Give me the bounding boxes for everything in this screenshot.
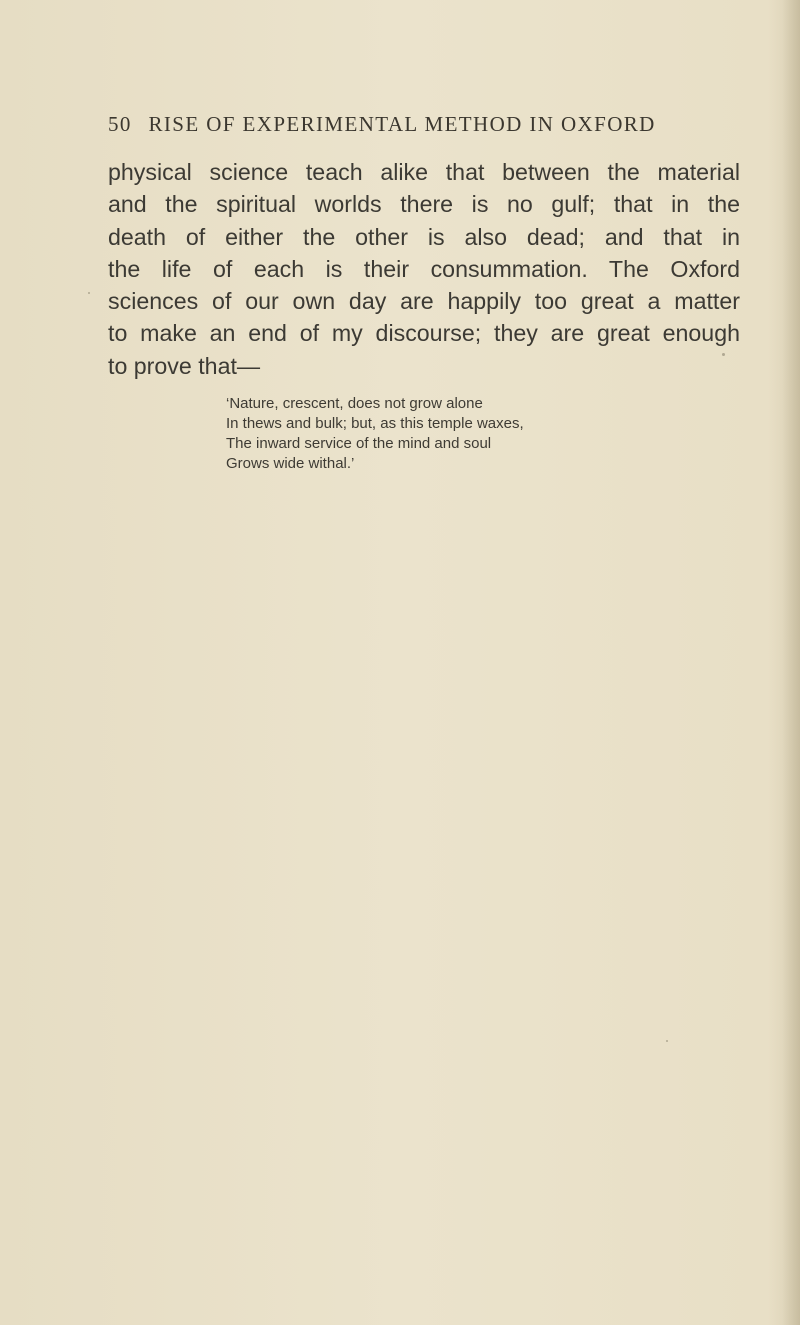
page-number: 50: [108, 112, 132, 136]
running-head: [108, 112, 748, 137]
running-title: RISE OF EXPERIMENTAL METHOD IN OXFORD: [148, 112, 656, 136]
body-line: the life of each is their consummation. The Oxford: [108, 255, 740, 282]
page-edge-shadow: [782, 0, 800, 1325]
paper-speck: [666, 1040, 668, 1042]
paper-speck: [88, 292, 90, 294]
body-line: to prove that—: [108, 352, 261, 379]
paper-speck: [722, 353, 725, 356]
body-line: sciences of our own day are happily too great a matter: [108, 288, 740, 315]
verse-line: Grows wide withal.’: [226, 455, 355, 472]
body-paragraph: [108, 156, 740, 382]
body-line: and the spiritual worlds there is no gulf; that in the: [108, 191, 740, 218]
verse-line: ‘Nature, crescent, does not grow alone: [226, 395, 483, 412]
verse-quotation: [226, 394, 646, 474]
verse-line: The inward service of the mind and soul: [226, 435, 492, 452]
body-line: to make an end of my discourse; they are great enough: [108, 320, 740, 347]
verse-line: In thews and bulk; but, as this temple waxes,: [226, 415, 524, 432]
body-line: death of either the other is also dead; and that in: [108, 223, 740, 250]
body-line: physical science teach alike that between the material: [108, 159, 740, 185]
